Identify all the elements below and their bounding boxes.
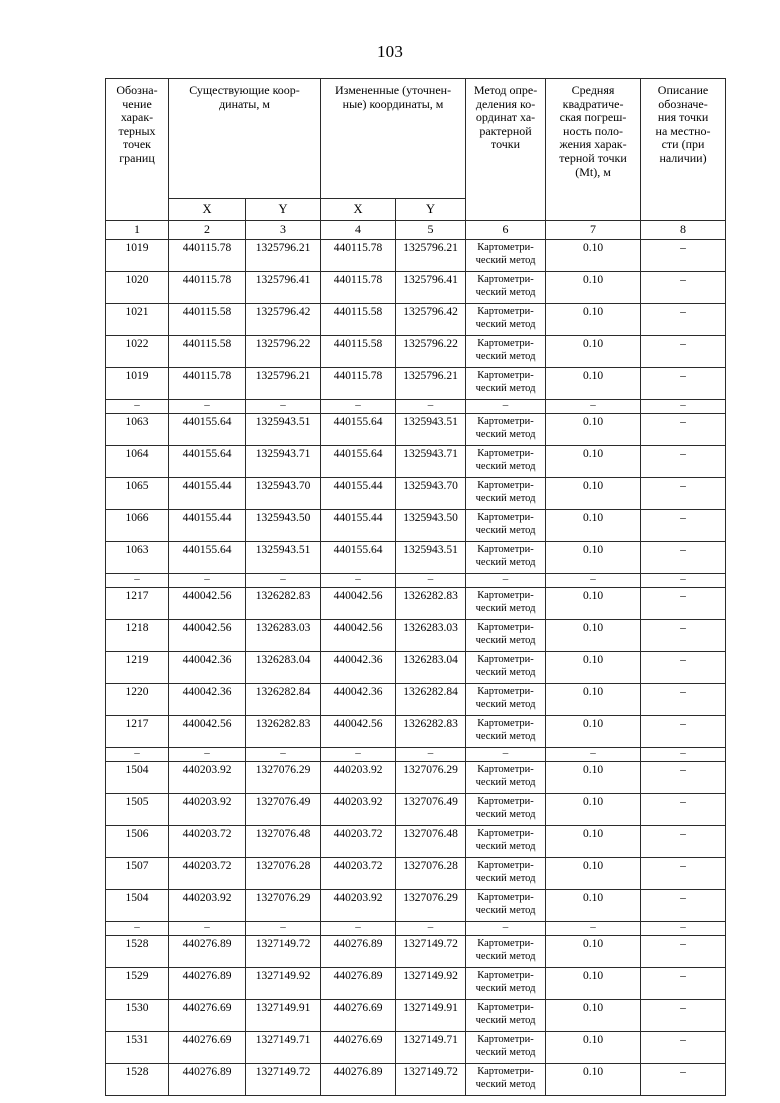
cell-description: – — [641, 446, 726, 478]
header-existing-x: X — [169, 199, 246, 221]
cell-mt: 0.10 — [546, 272, 641, 304]
cell-changed-y: 1325796.42 — [396, 304, 466, 336]
cell-existing-x: – — [169, 748, 246, 762]
header-number-3: 3 — [246, 221, 321, 240]
cell-method: Картометри- ческий метод — [466, 652, 546, 684]
cell-changed-y: 1325796.21 — [396, 240, 466, 272]
table-separator-row — [106, 922, 726, 936]
cell-existing-y: 1325796.22 — [246, 336, 321, 368]
cell-point: 1219 — [106, 652, 169, 684]
cell-mt: 0.10 — [546, 336, 641, 368]
cell-existing-x: 440115.78 — [169, 272, 246, 304]
cell-mt: 0.10 — [546, 1032, 641, 1064]
cell-changed-y: – — [396, 400, 466, 414]
cell-mt: 0.10 — [546, 858, 641, 890]
table-row — [106, 858, 726, 890]
cell-changed-y: 1327076.29 — [396, 890, 466, 922]
cell-mt: 0.10 — [546, 890, 641, 922]
cell-existing-y: 1325943.71 — [246, 446, 321, 478]
cell-method: Картометри- ческий метод — [466, 620, 546, 652]
cell-description: – — [641, 1064, 726, 1096]
table-row — [106, 478, 726, 510]
cell-changed-x: 440203.72 — [321, 826, 396, 858]
cell-point: 1019 — [106, 240, 169, 272]
table-body — [106, 240, 726, 1096]
cell-point: 1528 — [106, 1064, 169, 1096]
cell-mt: 0.10 — [546, 414, 641, 446]
cell-description: – — [641, 748, 726, 762]
cell-existing-x: 440276.89 — [169, 968, 246, 1000]
cell-changed-x: 440276.69 — [321, 1000, 396, 1032]
cell-method: Картометри- ческий метод — [466, 968, 546, 1000]
cell-mt: 0.10 — [546, 240, 641, 272]
cell-method: Картометри- ческий метод — [466, 304, 546, 336]
cell-method: Картометри- ческий метод — [466, 762, 546, 794]
cell-changed-y: 1325796.41 — [396, 272, 466, 304]
cell-changed-y: 1327149.92 — [396, 968, 466, 1000]
cell-changed-x: 440042.56 — [321, 620, 396, 652]
cell-method: Картометри- ческий метод — [466, 542, 546, 574]
cell-mt: 0.10 — [546, 588, 641, 620]
cell-method: Картометри- ческий метод — [466, 858, 546, 890]
cell-description: – — [641, 826, 726, 858]
cell-point: – — [106, 574, 169, 588]
cell-changed-y: 1325796.22 — [396, 336, 466, 368]
cell-point: 1531 — [106, 1032, 169, 1064]
cell-description: – — [641, 414, 726, 446]
cell-point: 1063 — [106, 542, 169, 574]
cell-description: – — [641, 762, 726, 794]
cell-method: – — [466, 922, 546, 936]
cell-method: Картометри- ческий метод — [466, 794, 546, 826]
cell-changed-x: 440115.78 — [321, 272, 396, 304]
cell-mt: 0.10 — [546, 936, 641, 968]
cell-changed-y: 1327149.91 — [396, 1000, 466, 1032]
table-row — [106, 1064, 726, 1096]
cell-point: 1217 — [106, 716, 169, 748]
cell-existing-x: 440155.44 — [169, 510, 246, 542]
cell-description: – — [641, 478, 726, 510]
header-row-numbers — [106, 221, 726, 240]
cell-method: – — [466, 748, 546, 762]
cell-changed-x: 440155.64 — [321, 542, 396, 574]
cell-changed-x: 440203.92 — [321, 794, 396, 826]
cell-method: Картометри- ческий метод — [466, 272, 546, 304]
table-row — [106, 794, 726, 826]
table-row — [106, 446, 726, 478]
cell-existing-x: – — [169, 574, 246, 588]
cell-changed-y: 1327149.71 — [396, 1032, 466, 1064]
cell-existing-x: – — [169, 922, 246, 936]
cell-existing-x: – — [169, 400, 246, 414]
cell-mt: 0.10 — [546, 762, 641, 794]
cell-description: – — [641, 652, 726, 684]
cell-changed-x: 440276.89 — [321, 1064, 396, 1096]
cell-method: Картометри- ческий метод — [466, 1032, 546, 1064]
cell-existing-y: – — [246, 748, 321, 762]
cell-mt: 0.10 — [546, 368, 641, 400]
cell-point: 1507 — [106, 858, 169, 890]
table-header — [106, 79, 726, 240]
cell-changed-x: 440155.44 — [321, 478, 396, 510]
table-row — [106, 1000, 726, 1032]
cell-description: – — [641, 684, 726, 716]
cell-method: Картометри- ческий метод — [466, 1064, 546, 1096]
cell-description: – — [641, 400, 726, 414]
cell-existing-y: 1325796.21 — [246, 368, 321, 400]
cell-changed-y: – — [396, 748, 466, 762]
cell-description: – — [641, 336, 726, 368]
table-separator-row — [106, 574, 726, 588]
table-row — [106, 936, 726, 968]
cell-mt: 0.10 — [546, 510, 641, 542]
cell-existing-y: 1325943.50 — [246, 510, 321, 542]
cell-changed-y: 1326282.83 — [396, 716, 466, 748]
cell-mt: – — [546, 400, 641, 414]
page-number: 103 — [376, 42, 404, 61]
cell-mt: – — [546, 574, 641, 588]
table-row — [106, 762, 726, 794]
cell-changed-y: 1326283.03 — [396, 620, 466, 652]
cell-point: 1529 — [106, 968, 169, 1000]
cell-point: 1220 — [106, 684, 169, 716]
table-row — [106, 240, 726, 272]
cell-method: Картометри- ческий метод — [466, 826, 546, 858]
table-row — [106, 588, 726, 620]
cell-method: – — [466, 574, 546, 588]
cell-changed-x: – — [321, 922, 396, 936]
cell-point: 1504 — [106, 890, 169, 922]
cell-point: 1019 — [106, 368, 169, 400]
header-number-5: 5 — [396, 221, 466, 240]
cell-existing-x: 440276.89 — [169, 936, 246, 968]
cell-existing-y: 1326283.04 — [246, 652, 321, 684]
cell-changed-y: 1326283.04 — [396, 652, 466, 684]
cell-method: Картометри- ческий метод — [466, 588, 546, 620]
cell-description: – — [641, 936, 726, 968]
cell-existing-x: 440276.89 — [169, 1064, 246, 1096]
cell-changed-x: 440276.89 — [321, 936, 396, 968]
cell-method: Картометри- ческий метод — [466, 716, 546, 748]
cell-existing-x: 440203.92 — [169, 762, 246, 794]
cell-method: Картометри- ческий метод — [466, 240, 546, 272]
coordinates-table-wrapper — [105, 78, 725, 1096]
table-row — [106, 542, 726, 574]
table-separator-row — [106, 748, 726, 762]
header-row-titles — [106, 79, 726, 199]
cell-description: – — [641, 620, 726, 652]
cell-changed-y: 1325796.21 — [396, 368, 466, 400]
cell-existing-y: 1326282.84 — [246, 684, 321, 716]
cell-changed-x: 440203.72 — [321, 858, 396, 890]
cell-existing-y: 1325943.51 — [246, 542, 321, 574]
cell-existing-x: 440115.78 — [169, 368, 246, 400]
table-separator-row — [106, 400, 726, 414]
cell-existing-y: – — [246, 400, 321, 414]
cell-existing-x: 440042.36 — [169, 684, 246, 716]
cell-existing-x: 440042.56 — [169, 716, 246, 748]
cell-changed-x: – — [321, 400, 396, 414]
cell-existing-x: 440115.58 — [169, 336, 246, 368]
header-number-8: 8 — [641, 221, 726, 240]
cell-changed-x: – — [321, 574, 396, 588]
cell-changed-x: 440042.56 — [321, 716, 396, 748]
cell-existing-y: 1327076.29 — [246, 890, 321, 922]
cell-changed-x: 440203.92 — [321, 762, 396, 794]
cell-existing-y: 1327149.72 — [246, 1064, 321, 1096]
cell-existing-y: 1325943.51 — [246, 414, 321, 446]
cell-changed-x: – — [321, 748, 396, 762]
header-determination-method: Метод опре- деления ко- ординат ха- рактерной точки — [466, 79, 546, 221]
cell-mt: 0.10 — [546, 542, 641, 574]
cell-changed-x: 440115.58 — [321, 336, 396, 368]
header-existing-coordinates: Существующие коор- динаты, м — [169, 79, 321, 199]
cell-changed-x: 440115.78 — [321, 368, 396, 400]
cell-description: – — [641, 794, 726, 826]
cell-existing-y: 1327076.49 — [246, 794, 321, 826]
cell-mt: 0.10 — [546, 794, 641, 826]
table-row — [106, 368, 726, 400]
cell-mt: 0.10 — [546, 304, 641, 336]
cell-existing-y: 1325796.21 — [246, 240, 321, 272]
header-number-4: 4 — [321, 221, 396, 240]
header-point-designation: Обозна- чение харак- терных точек границ — [106, 79, 169, 221]
cell-method: Картометри- ческий метод — [466, 510, 546, 542]
cell-point: 1022 — [106, 336, 169, 368]
table-row — [106, 510, 726, 542]
table-row — [106, 336, 726, 368]
cell-point: 1218 — [106, 620, 169, 652]
cell-description: – — [641, 368, 726, 400]
cell-changed-x: 440276.89 — [321, 968, 396, 1000]
table-row — [106, 684, 726, 716]
cell-mt: 0.10 — [546, 652, 641, 684]
cell-description: – — [641, 272, 726, 304]
cell-point: 1066 — [106, 510, 169, 542]
cell-point: 1504 — [106, 762, 169, 794]
cell-existing-y: 1327149.71 — [246, 1032, 321, 1064]
cell-existing-y: 1326282.83 — [246, 588, 321, 620]
cell-description: – — [641, 304, 726, 336]
cell-existing-y: 1327149.92 — [246, 968, 321, 1000]
cell-existing-x: 440115.78 — [169, 240, 246, 272]
cell-description: – — [641, 588, 726, 620]
cell-existing-y: – — [246, 922, 321, 936]
cell-changed-x: 440155.64 — [321, 446, 396, 478]
cell-changed-y: 1325943.71 — [396, 446, 466, 478]
header-changed-x: X — [321, 199, 396, 221]
cell-mt: 0.10 — [546, 826, 641, 858]
cell-description: – — [641, 716, 726, 748]
cell-existing-y: – — [246, 574, 321, 588]
cell-existing-y: 1327076.28 — [246, 858, 321, 890]
cell-changed-y: – — [396, 574, 466, 588]
cell-changed-y: 1327149.72 — [396, 1064, 466, 1096]
cell-point: 1020 — [106, 272, 169, 304]
header-point-description: Описание обозначе- ния точки на местно- сти (при наличии) — [641, 79, 726, 221]
cell-point: 1021 — [106, 304, 169, 336]
cell-mt: – — [546, 748, 641, 762]
cell-changed-x: 440115.58 — [321, 304, 396, 336]
cell-description: – — [641, 922, 726, 936]
cell-existing-x: 440042.56 — [169, 620, 246, 652]
cell-mt: 0.10 — [546, 1000, 641, 1032]
cell-existing-x: 440155.64 — [169, 542, 246, 574]
header-existing-y: Y — [246, 199, 321, 221]
cell-changed-y: 1327076.29 — [396, 762, 466, 794]
cell-mt: 0.10 — [546, 684, 641, 716]
cell-mt: 0.10 — [546, 478, 641, 510]
cell-description: – — [641, 858, 726, 890]
header-number-2: 2 — [169, 221, 246, 240]
cell-changed-y: 1325943.50 — [396, 510, 466, 542]
cell-changed-y: 1327149.72 — [396, 936, 466, 968]
cell-method: – — [466, 400, 546, 414]
cell-mt: 0.10 — [546, 620, 641, 652]
cell-method: Картометри- ческий метод — [466, 336, 546, 368]
cell-point: 1063 — [106, 414, 169, 446]
cell-changed-y: 1327076.28 — [396, 858, 466, 890]
cell-existing-x: 440203.92 — [169, 890, 246, 922]
cell-existing-x: 440203.92 — [169, 794, 246, 826]
cell-changed-x: 440115.78 — [321, 240, 396, 272]
cell-description: – — [641, 574, 726, 588]
header-number-1: 1 — [106, 221, 169, 240]
cell-description: – — [641, 1032, 726, 1064]
header-number-6: 6 — [466, 221, 546, 240]
table-row — [106, 890, 726, 922]
cell-mt: 0.10 — [546, 716, 641, 748]
header-changed-coordinates: Измененные (уточнен- ные) координаты, м — [321, 79, 466, 199]
cell-point: 1064 — [106, 446, 169, 478]
cell-mt: – — [546, 922, 641, 936]
cell-point: 1506 — [106, 826, 169, 858]
header-changed-y: Y — [396, 199, 466, 221]
cell-changed-y: 1325943.51 — [396, 414, 466, 446]
cell-description: – — [641, 240, 726, 272]
cell-description: – — [641, 1000, 726, 1032]
cell-changed-y: 1327076.49 — [396, 794, 466, 826]
cell-method: Картометри- ческий метод — [466, 478, 546, 510]
table-row — [106, 826, 726, 858]
cell-method: Картометри- ческий метод — [466, 446, 546, 478]
cell-existing-x: 440155.64 — [169, 414, 246, 446]
cell-point: – — [106, 748, 169, 762]
table-row — [106, 968, 726, 1000]
cell-changed-x: 440042.56 — [321, 588, 396, 620]
cell-point: 1217 — [106, 588, 169, 620]
cell-method: Картометри- ческий метод — [466, 684, 546, 716]
cell-point: – — [106, 922, 169, 936]
coordinates-table — [105, 78, 726, 1096]
cell-mt: 0.10 — [546, 1064, 641, 1096]
cell-existing-x: 440203.72 — [169, 826, 246, 858]
cell-method: Картометри- ческий метод — [466, 368, 546, 400]
cell-existing-y: 1327076.29 — [246, 762, 321, 794]
cell-changed-y: 1327076.48 — [396, 826, 466, 858]
cell-description: – — [641, 542, 726, 574]
cell-existing-y: 1325796.41 — [246, 272, 321, 304]
cell-description: – — [641, 510, 726, 542]
header-mean-square-error: Средняя квадратиче- ская погреш- ность поло- жения харак- терной точки (Мt), м — [546, 79, 641, 221]
cell-existing-x: 440276.69 — [169, 1000, 246, 1032]
cell-point: 1065 — [106, 478, 169, 510]
cell-method: Картометри- ческий метод — [466, 414, 546, 446]
cell-changed-x: 440042.36 — [321, 684, 396, 716]
cell-method: Картометри- ческий метод — [466, 936, 546, 968]
table-row — [106, 304, 726, 336]
table-row — [106, 652, 726, 684]
cell-existing-x: 440155.64 — [169, 446, 246, 478]
cell-method: Картометри- ческий метод — [466, 1000, 546, 1032]
cell-changed-y: 1326282.83 — [396, 588, 466, 620]
cell-changed-x: 440042.36 — [321, 652, 396, 684]
cell-changed-x: 440155.64 — [321, 414, 396, 446]
cell-existing-x: 440115.58 — [169, 304, 246, 336]
cell-existing-x: 440203.72 — [169, 858, 246, 890]
cell-existing-y: 1327076.48 — [246, 826, 321, 858]
cell-existing-y: 1326283.03 — [246, 620, 321, 652]
cell-changed-x: 440155.44 — [321, 510, 396, 542]
cell-changed-y: 1325943.70 — [396, 478, 466, 510]
cell-existing-y: 1327149.91 — [246, 1000, 321, 1032]
cell-method: Картометри- ческий метод — [466, 890, 546, 922]
cell-existing-x: 440155.44 — [169, 478, 246, 510]
cell-existing-x: 440276.69 — [169, 1032, 246, 1064]
table-row — [106, 272, 726, 304]
table-row — [106, 620, 726, 652]
cell-changed-y: 1326282.84 — [396, 684, 466, 716]
cell-changed-x: 440276.69 — [321, 1032, 396, 1064]
cell-changed-y: 1325943.51 — [396, 542, 466, 574]
table-row — [106, 414, 726, 446]
cell-existing-y: 1327149.72 — [246, 936, 321, 968]
cell-mt: 0.10 — [546, 968, 641, 1000]
cell-point: 1528 — [106, 936, 169, 968]
cell-existing-x: 440042.56 — [169, 588, 246, 620]
cell-existing-x: 440042.36 — [169, 652, 246, 684]
cell-mt: 0.10 — [546, 446, 641, 478]
cell-description: – — [641, 968, 726, 1000]
table-row — [106, 716, 726, 748]
header-number-7: 7 — [546, 221, 641, 240]
cell-existing-y: 1325943.70 — [246, 478, 321, 510]
cell-existing-y: 1326282.83 — [246, 716, 321, 748]
cell-description: – — [641, 890, 726, 922]
cell-changed-y: – — [396, 922, 466, 936]
table-row — [106, 1032, 726, 1064]
cell-point: – — [106, 400, 169, 414]
cell-changed-x: 440203.92 — [321, 890, 396, 922]
cell-point: 1530 — [106, 1000, 169, 1032]
cell-point: 1505 — [106, 794, 169, 826]
cell-existing-y: 1325796.42 — [246, 304, 321, 336]
